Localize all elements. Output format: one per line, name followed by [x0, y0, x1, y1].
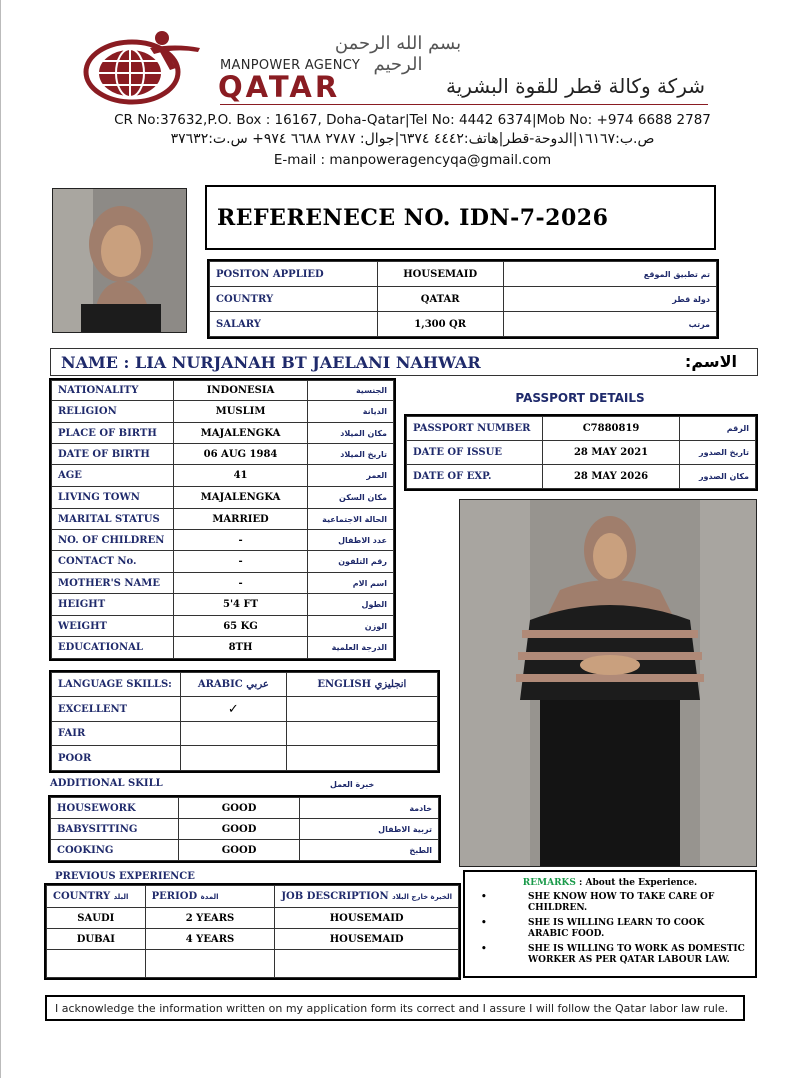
full-body-photo: [459, 499, 757, 867]
personal-value: 41: [173, 465, 307, 487]
job-header-ar: الخبرة خارج البلاد: [392, 893, 452, 901]
personal-label: WEIGHT: [52, 616, 174, 637]
fair-arabic: [180, 722, 286, 746]
experience-job: HOUSEMAID: [275, 929, 459, 950]
table-row: [52, 697, 438, 722]
table-row: [52, 551, 394, 573]
additional-skill-table: [50, 797, 439, 861]
personal-label: MARITAL STATUS: [52, 509, 174, 530]
language-skills-table: [51, 672, 438, 771]
personal-label: EDUCATIONAL: [52, 637, 174, 659]
table-row: [52, 381, 394, 401]
table-row: [52, 722, 438, 746]
issue-date-ar: تاريخ الصدور: [680, 441, 756, 465]
table-row: [407, 417, 756, 441]
table-row: [407, 465, 756, 489]
personal-value: INDONESIA: [173, 381, 307, 401]
remarks-subtitle: : About the Experience.: [579, 878, 698, 888]
period-header-text: PERIOD: [151, 891, 198, 902]
personal-ar: اسم الام: [308, 573, 394, 594]
table-row: [47, 929, 459, 950]
personal-value: 06 AUG 1984: [173, 444, 307, 465]
personal-ar: عدد الاطفال: [308, 530, 394, 551]
name-ar-label: الاسم:: [684, 352, 737, 371]
personal-ar: الدرجة العلمية: [308, 637, 394, 659]
portrait-photo: [52, 188, 187, 333]
passport-number-ar: الرقم: [680, 417, 756, 441]
poor-english: [286, 746, 437, 771]
table-row: [51, 819, 439, 840]
remarks-heading: [473, 878, 747, 888]
passport-title: PASSPORT DETAILS: [515, 391, 645, 405]
personal-value: -: [173, 551, 307, 573]
table-row: [52, 616, 394, 637]
country-header-text: COUNTRY: [53, 891, 111, 902]
list-item: • SHE IS WILLING LEARN TO COOK ARABIC FOOD.: [473, 918, 747, 940]
fair-label: FAIR: [52, 722, 181, 746]
table-row: [52, 465, 394, 487]
table-row: [47, 950, 459, 978]
excellent-english: [286, 697, 437, 722]
name-bar: [50, 348, 758, 376]
personal-details-table: [51, 380, 394, 659]
personal-value: MAJALENGKA: [173, 423, 307, 444]
job-column-header: [275, 886, 459, 908]
english-column-header: ENGLISH انجليزي: [286, 673, 437, 697]
excellent-arabic-check: ✓: [180, 697, 286, 722]
candidate-name: NAME : LIA NURJANAH BT JAELANI NAHWAR: [61, 353, 481, 372]
cooking-value: GOOD: [178, 840, 300, 861]
personal-label: NATIONALITY: [52, 381, 174, 401]
experience-period: 2 YEARS: [145, 908, 275, 929]
table-row: [210, 312, 717, 337]
personal-ar: الوزن: [308, 616, 394, 637]
table-row: [52, 673, 438, 697]
passport-table: [406, 416, 756, 489]
table-row: [52, 637, 394, 659]
period-header-ar: المدة: [200, 893, 219, 901]
personal-value: MAJALENGKA: [173, 487, 307, 509]
reference-number-box: [205, 185, 716, 250]
experience-job: HOUSEMAID: [275, 908, 459, 929]
personal-ar: الحالة الاجتماعية: [308, 509, 394, 530]
passport-number-value: C7880819: [542, 417, 679, 441]
poor-arabic: [180, 746, 286, 771]
arabic-column-header: ARABIC عربي: [180, 673, 286, 697]
list-item: • SHE IS WILLING TO WORK AS DOMESTIC WORKER AS PER QATAR LABOUR LAW.: [473, 944, 747, 966]
table-row: [51, 840, 439, 861]
reference-number: REFERENECE NO. IDN-7-2026: [217, 204, 609, 231]
expiry-date-value: 28 MAY 2026: [542, 465, 679, 489]
personal-value: 5'4 FT: [173, 594, 307, 616]
agency-name-ar: شركة وكالة قطر للقوة البشرية: [445, 74, 705, 98]
personal-ar: العمر: [308, 465, 394, 487]
position-table: [209, 261, 717, 337]
expiry-date-label: DATE OF EXP.: [407, 465, 543, 489]
experience-table: [46, 885, 459, 978]
acknowledgement-box: I acknowledge the information written on my application form its correct and I assure I will follow the Qatar labor law rule.: [45, 995, 745, 1021]
email-line: E-mail : manpoweragencyqa@gmail.com: [273, 152, 552, 168]
table-row: [47, 908, 459, 929]
personal-value: MARRIED: [173, 509, 307, 530]
salary-label: SALARY: [210, 312, 378, 337]
personal-label: AGE: [52, 465, 174, 487]
personal-label: MOTHER'S NAME: [52, 573, 174, 594]
table-row: [52, 444, 394, 465]
salary-ar: مرتب: [503, 312, 716, 337]
personal-label: PLACE OF BIRTH: [52, 423, 174, 444]
personal-label: HEIGHT: [52, 594, 174, 616]
housework-value: GOOD: [178, 798, 300, 819]
personal-label: LIVING TOWN: [52, 487, 174, 509]
experience-job: [275, 950, 459, 978]
personal-value: MUSLIM: [173, 401, 307, 423]
table-row: [52, 573, 394, 594]
country-ar: دولة قطر: [503, 287, 716, 312]
remarks-title: REMARKS: [522, 878, 576, 888]
agency-brand: QATAR: [218, 70, 341, 104]
personal-label: CONTACT No.: [52, 551, 174, 573]
position-value: HOUSEMAID: [377, 262, 503, 287]
personal-ar: الديانة: [308, 401, 394, 423]
contact-line-en: CR No:37632,P.O. Box : 16167, Doha-Qatar|Tel No: 4442 6374|Mob No: +974 6688 2787: [114, 112, 711, 128]
table-row: [52, 746, 438, 771]
experience-country: [47, 950, 146, 978]
personal-ar: رقم التلفون: [308, 551, 394, 573]
experience-country: SAUDI: [47, 908, 146, 929]
experience-period: [145, 950, 275, 978]
fair-english: [286, 722, 437, 746]
expiry-date-ar: مكان الصدور: [680, 465, 756, 489]
previous-experience-title: PREVIOUS EXPERIENCE: [55, 871, 195, 882]
babysitting-ar: تربية الاطفال: [300, 819, 439, 840]
table-row: [47, 886, 459, 908]
position-ar: تم تطبيق الموقع: [503, 262, 716, 287]
table-row: [210, 287, 717, 312]
list-item: • SHE KNOW HOW TO TAKE CARE OF CHILDREN.: [473, 892, 747, 914]
country-column-header: [47, 886, 146, 908]
position-label: POSITON APPLIED: [210, 262, 378, 287]
personal-value: 8TH: [173, 637, 307, 659]
salary-value: 1,300 QR: [377, 312, 503, 337]
agency-name-en: MANPOWER AGENCY: [220, 58, 361, 73]
personal-label: DATE OF BIRTH: [52, 444, 174, 465]
housework-ar: خادمة: [300, 798, 439, 819]
experience-period: 4 YEARS: [145, 929, 275, 950]
experience-country: DUBAI: [47, 929, 146, 950]
table-row: [52, 530, 394, 551]
table-row: [407, 441, 756, 465]
table-row: [52, 487, 394, 509]
personal-ar: الجنسية: [308, 381, 394, 401]
personal-ar: مكان السكن: [308, 487, 394, 509]
job-header-text: JOB DESCRIPTION: [281, 891, 389, 902]
cooking-ar: الطبخ: [300, 840, 439, 861]
personal-label: RELIGION: [52, 401, 174, 423]
country-label: COUNTRY: [210, 287, 378, 312]
babysitting-value: GOOD: [178, 819, 300, 840]
remarks-list: [473, 892, 747, 966]
personal-value: -: [173, 573, 307, 594]
contact-line-ar: ص.ب:١٦١٦٧|الدوحة-قطر|هاتف:٤٤٤٢ ٦٣٧٤|جوال: ٢٧٨٧ ٦٦٨٨ ٩٧٤+ س.ت:٣٧٦٣٢: [170, 131, 655, 147]
table-row: [52, 594, 394, 616]
table-row: [210, 262, 717, 287]
excellent-label: EXCELLENT: [52, 697, 181, 722]
bismillah-calligraphy: بسم الله الرحمن الرحيم: [334, 33, 462, 75]
personal-ar: مكان الميلاد: [308, 423, 394, 444]
additional-skill-title-ar: خبرة العمل: [330, 780, 375, 789]
country-value: QATAR: [377, 287, 503, 312]
globe-logo-icon: [80, 28, 220, 108]
page-left-border: [0, 0, 1, 1078]
personal-value: -: [173, 530, 307, 551]
personal-label: NO. OF CHILDREN: [52, 530, 174, 551]
passport-number-label: PASSPORT NUMBER: [407, 417, 543, 441]
cooking-label: COOKING: [51, 840, 179, 861]
personal-ar: تاريخ الميلاد: [308, 444, 394, 465]
period-column-header: [145, 886, 275, 908]
table-row: [51, 798, 439, 819]
personal-ar: الطول: [308, 594, 394, 616]
housework-label: HOUSEWORK: [51, 798, 179, 819]
language-skills-label: LANGUAGE SKILLS:: [52, 673, 181, 697]
table-row: [52, 423, 394, 444]
personal-value: 65 KG: [173, 616, 307, 637]
table-row: [52, 509, 394, 530]
issue-date-value: 28 MAY 2021: [542, 441, 679, 465]
issue-date-label: DATE OF ISSUE: [407, 441, 543, 465]
additional-skill-title: ADDITIONAL SKILL: [50, 778, 163, 789]
babysitting-label: BABYSITTING: [51, 819, 179, 840]
country-header-ar: البلد: [113, 893, 129, 901]
header-divider: [220, 104, 708, 105]
remarks-box: [463, 870, 757, 978]
poor-label: POOR: [52, 746, 181, 771]
table-row: [52, 401, 394, 423]
